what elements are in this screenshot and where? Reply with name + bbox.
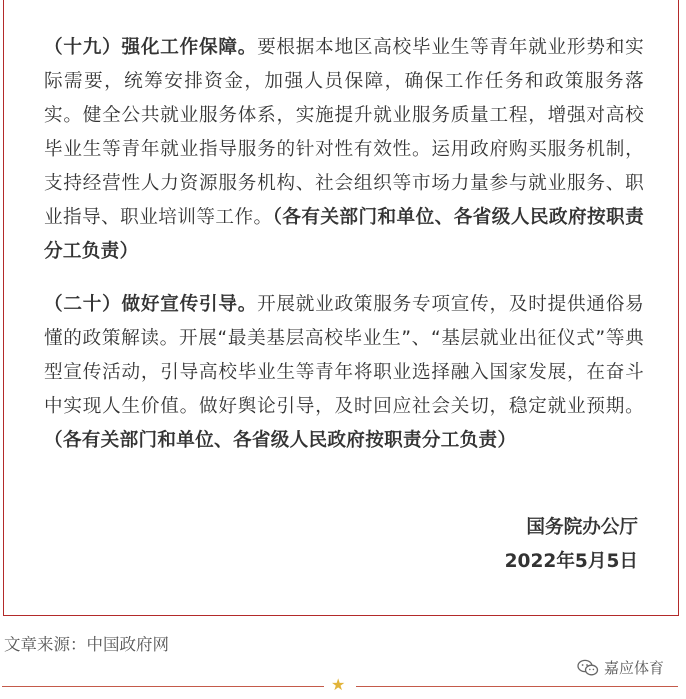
section-20-responsible: （各有关部门和单位、各省级人民政府按职责分工负责） [44, 430, 517, 451]
divider-rule-right [356, 686, 678, 687]
section-20-heading: （二十）做好宣传引导。 [44, 294, 258, 315]
article-source: 文章来源：中国政府网 [4, 635, 169, 654]
section-20-paragraph [44, 288, 644, 458]
section-19-paragraph [44, 31, 644, 269]
signature-date: 2022年5月5日 [504, 551, 638, 572]
section-19-body: 要根据本地区高校毕业生等青年就业形势和实际需要，统筹安排资金，加强人员保障，确保工作任务和政策服务落实。健全公共就业服务体系，实施提升就业服务质量工程，增强对高校毕业生等青年就业指导服务的针对性有效性。运用政府购买服务机制，支持经营性人力资源服务机构、社会组织等市场力量参与就业服务、职业指导、职业培训等工作。 [44, 37, 644, 228]
section-19-responsible: （各有关部门和单位、各省级人民政府按职责分工负责） [44, 207, 644, 262]
section-19-heading: （十九）强化工作保障。 [44, 37, 258, 58]
divider-rule-left [2, 686, 324, 687]
wechat-icon [577, 659, 599, 677]
watermark [577, 657, 664, 678]
section-20-body: 开展就业政策服务专项宣传，及时提供通俗易懂的政策解读。开展“最美基层高校毕业生”、“基层就业出征仪式”等典型宣传活动，引导高校毕业生等青年将职业选择融入国家发展，在奋斗中实现人生价值。做好舆论引导，及时回应社会关切，稳定就业预期。 [44, 294, 644, 417]
signature-issuer: 国务院办公厅 [526, 517, 638, 538]
star-icon: ★ [331, 675, 346, 694]
watermark-label: 嘉应体育 [603, 659, 664, 677]
